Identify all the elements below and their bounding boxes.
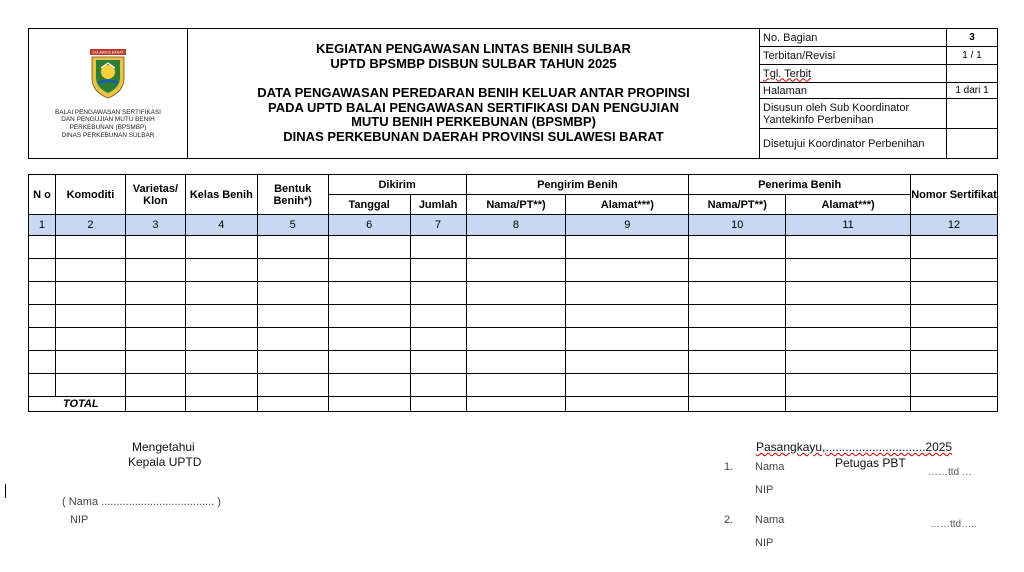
table-cell[interactable] [328,351,410,374]
table-row [29,305,998,328]
col-header-kelas: Kelas Benih [185,175,257,215]
column-number: 1 [29,215,56,236]
table-cell[interactable] [786,328,911,351]
col-header-penerima: Penerima Benih [689,175,911,195]
footer-kepala-uptd: Kepala UPTD [128,455,202,469]
signer-signature: ……ttd … [928,467,972,478]
meta-value [947,65,998,83]
table-cell[interactable] [566,374,689,397]
table-cell[interactable] [466,374,566,397]
table-row [29,328,998,351]
table-cell[interactable] [125,397,185,412]
column-number: 7 [410,215,466,236]
province-emblem-icon [84,48,132,100]
signer-signature: ……ttd….. [930,519,977,530]
table-cell[interactable] [911,305,998,328]
table-cell[interactable] [257,282,328,305]
table-cell[interactable] [125,351,185,374]
signer-nip: NIP [755,537,774,549]
table-cell[interactable] [55,236,125,259]
column-number: 10 [689,215,786,236]
signer-number: 2. [724,514,734,526]
table-cell[interactable] [185,259,257,282]
meta-label: Disetujui Koordinator Perbenihan [760,129,947,159]
table-cell[interactable] [328,236,410,259]
table-cell[interactable] [466,259,566,282]
table-cell[interactable] [689,305,786,328]
table-cell[interactable] [410,374,466,397]
table-cell[interactable] [257,351,328,374]
footer-left-name: ( Nama ..................................... ) [62,496,221,508]
table-cell[interactable] [328,305,410,328]
seed-distribution-table [28,174,998,412]
meta-value: 1 dari 1 [947,83,998,99]
table-row [29,236,998,259]
table-cell[interactable] [410,259,466,282]
footer-left-nip: NIP [70,514,89,526]
table-cell[interactable] [410,351,466,374]
column-number: 9 [566,215,689,236]
table-row [29,374,998,397]
table-cell[interactable] [911,397,998,412]
table-cell[interactable] [29,351,56,374]
column-number: 5 [257,215,328,236]
table-cell[interactable] [125,305,185,328]
table-cell[interactable] [257,374,328,397]
table-cell[interactable] [566,397,689,412]
table-cell[interactable] [125,328,185,351]
col-header-tanggal: Tanggal [328,195,410,215]
total-row [29,397,998,412]
table-cell[interactable] [328,282,410,305]
signer-nip: NIP [755,484,774,496]
table-cell[interactable] [689,236,786,259]
table-cell[interactable] [185,305,257,328]
table-cell[interactable] [911,351,998,374]
table-cell[interactable] [185,236,257,259]
meta-label: Terbitan/Revisi [760,47,947,65]
col-header-nomor-sertifikat: Nomor Sertifikat [911,175,998,215]
table-cell[interactable] [786,374,911,397]
table-cell[interactable] [911,282,998,305]
table-row [29,259,998,282]
table-cell[interactable] [328,374,410,397]
table-cell[interactable] [328,328,410,351]
col-header-komoditi: Komoditi [55,175,125,215]
table-cell[interactable] [786,282,911,305]
table-cell[interactable] [566,351,689,374]
table-cell[interactable] [257,305,328,328]
table-cell[interactable] [786,305,911,328]
table-cell[interactable] [125,374,185,397]
col-header-bentuk: Bentuk Benih*) [257,175,328,215]
signer-number: 1. [724,461,734,473]
meta-value [947,99,998,129]
column-number-row [29,215,998,236]
col-header-no: N o [29,175,56,215]
text-cursor [5,484,6,498]
table-cell[interactable] [125,236,185,259]
column-number: 6 [328,215,410,236]
table-cell[interactable] [566,282,689,305]
table-cell[interactable] [689,328,786,351]
table-cell[interactable] [689,397,786,412]
table-cell[interactable] [786,351,911,374]
table-cell[interactable] [689,351,786,374]
table-cell[interactable] [29,259,56,282]
table-cell[interactable] [55,305,125,328]
table-cell[interactable] [29,305,56,328]
meta-value [947,129,998,159]
table-cell[interactable] [257,259,328,282]
table-cell[interactable] [689,374,786,397]
total-label: TOTAL [29,397,126,412]
column-number: 8 [466,215,566,236]
signer-name: Nama [755,514,785,526]
table-cell[interactable] [29,282,56,305]
table-cell[interactable] [566,328,689,351]
meta-value: 3 [947,29,998,47]
table-cell[interactable] [566,305,689,328]
table-cell[interactable] [125,282,185,305]
footer-mengetahui: Mengetahui [132,440,195,454]
table-cell[interactable] [911,236,998,259]
table-body [29,236,998,397]
table-cell[interactable] [786,259,911,282]
document-title: KEGIATAN PENGAWASAN LINTAS BENIH SULBAR UPTD BPSMBP DISBUN SULBAR TAHUN 2025 DATA PENGAWASAN PEREDARAN BENIH KELUAR ANTAR PROPINSI PADA UPTD BALAI PENGAWASAN SERTIFIKASI DAN PENGUJIAN MUTU BENIH PERKEBUNAN (BPSMBP) DINAS PERKEBUNAN DAERAH PROVINSI SULAWESI BARAT [188,29,760,159]
table-cell[interactable] [566,236,689,259]
table-cell[interactable] [911,328,998,351]
table-cell[interactable] [466,236,566,259]
column-number: 11 [786,215,911,236]
table-cell[interactable] [55,328,125,351]
col-header-dikirim: Dikirim [328,175,466,195]
table-row [29,282,998,305]
meta-value: 1 / 1 [947,47,998,65]
document-header [28,28,998,159]
table-cell[interactable] [911,374,998,397]
meta-label: Halaman [760,83,947,99]
col-header-penerima-alamat: Alamat***) [786,195,911,215]
table-cell[interactable] [566,259,689,282]
col-header-pengirim-nama: Nama/PT**) [466,195,566,215]
table-cell[interactable] [466,328,566,351]
table-cell[interactable] [185,282,257,305]
table-cell[interactable] [257,328,328,351]
table-cell[interactable] [125,259,185,282]
table-cell[interactable] [257,397,328,412]
table-cell[interactable] [466,305,566,328]
col-header-pengirim: Pengirim Benih [466,175,689,195]
table-cell[interactable] [466,351,566,374]
column-number: 3 [125,215,185,236]
table-cell[interactable] [328,259,410,282]
table-cell[interactable] [185,397,257,412]
table-cell[interactable] [410,397,466,412]
table-cell[interactable] [466,397,566,412]
table-cell[interactable] [410,236,466,259]
table-cell[interactable] [29,328,56,351]
table-cell[interactable] [786,397,911,412]
col-header-jumlah: Jumlah [410,195,466,215]
table-cell[interactable] [55,374,125,397]
table-cell[interactable] [29,374,56,397]
col-header-penerima-nama: Nama/PT**) [689,195,786,215]
table-cell[interactable] [185,374,257,397]
table-cell[interactable] [55,259,125,282]
table-cell[interactable] [410,328,466,351]
table-cell[interactable] [689,259,786,282]
table-cell[interactable] [55,282,125,305]
meta-label: No. Bagian [760,29,947,47]
footer-place-date: Pasangkayu,..............................2025 [756,440,953,454]
table-cell[interactable] [185,328,257,351]
col-header-pengirim-alamat: Alamat***) [566,195,689,215]
column-number: 2 [55,215,125,236]
institution-name: BALAI PENGAWASAN SERTIFIKASI DAN PENGUJIAN MUTU BENIH PERKEBUNAN (BPSMBP) DINAS PERKEBUNAN SULBAR [55,108,161,139]
table-cell[interactable] [786,236,911,259]
meta-label: Disusun oleh Sub Koordinator Yantekinfo Perbenihan [760,99,947,129]
table-cell[interactable] [911,259,998,282]
table-cell[interactable] [410,305,466,328]
table-cell[interactable] [466,282,566,305]
column-number: 4 [185,215,257,236]
table-cell[interactable] [257,236,328,259]
footer-petugas-pbt: Petugas PBT [835,456,906,470]
table-cell[interactable] [185,351,257,374]
table-cell[interactable] [410,282,466,305]
meta-label: Tgl. Terbit [760,65,947,83]
svg-text:SULAWESI BARAT: SULAWESI BARAT [92,50,124,55]
table-cell[interactable] [689,282,786,305]
column-number: 12 [911,215,998,236]
table-cell[interactable] [29,236,56,259]
signer-name: Nama [755,461,785,473]
col-header-varietas: Varietas/ Klon [125,175,185,215]
table-row [29,351,998,374]
logo-cell [29,29,188,159]
table-cell[interactable] [55,351,125,374]
table-cell[interactable] [328,397,410,412]
